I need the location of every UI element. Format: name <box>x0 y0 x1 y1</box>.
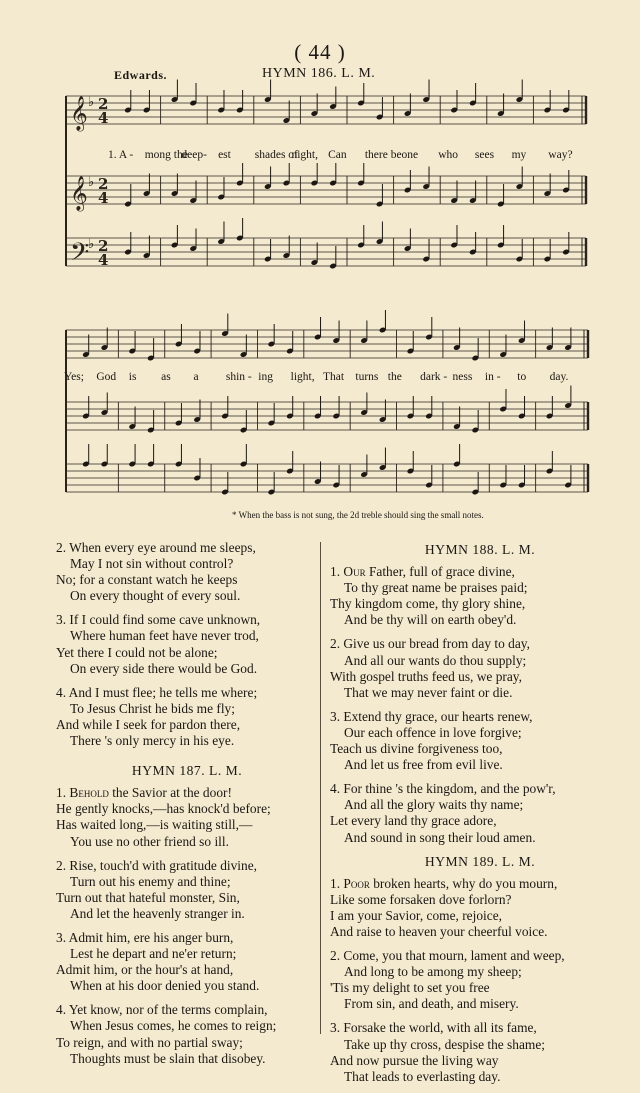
drop-word: Behold <box>69 785 109 801</box>
svg-text:4: 4 <box>98 251 109 269</box>
lyric-syllable: the <box>387 371 402 383</box>
lyric-syllable: one <box>401 149 419 161</box>
hymn-189-title: HYMN 189. L. M. <box>424 853 536 869</box>
verse-line: There 's only mercy in his eye. <box>70 733 235 749</box>
verse-line: Take up thy cross, despise the shame; <box>344 1036 545 1052</box>
verse-line: That we may never faint or die. <box>344 684 513 700</box>
verse-line: On every side there would be God. <box>70 660 258 676</box>
verse-line: Lest he depart and ne'er return; <box>70 946 237 962</box>
hymn-188-stanza-2 <box>330 636 630 700</box>
lyric-syllable: shin - <box>225 371 252 383</box>
lyric-syllable: day. <box>549 371 569 383</box>
lyric-syllable: turns <box>355 371 379 383</box>
hymn-187-stanza-2 <box>56 858 318 922</box>
verse-line: When at his door denied you stand. <box>70 978 260 994</box>
verse-line: 'Tis my delight to set you free <box>330 980 490 996</box>
hymn-188-title: HYMN 188. L. M. <box>424 542 536 557</box>
verse-line: Thoughts must be slain that disobey. <box>70 1050 266 1066</box>
svg-text:𝄢: 𝄢 <box>70 238 90 273</box>
hymn-187-stanza-1: 1. Behold the Savior at the door! He gently knocks,—has knock'd before; Has waited long,—is waiting still,— You use no other friend so ill. <box>56 785 271 849</box>
hymn-187-stanza-3 <box>56 930 318 994</box>
lyric-syllable: ness <box>452 371 473 383</box>
verse-line: That leads to everlasting day. <box>344 1068 501 1084</box>
hymn-188-stanza-3 <box>330 709 630 773</box>
verse-line: 2. Rise, touch'd with gratitude divine, <box>56 857 258 873</box>
lyric-syllable: light, <box>290 371 315 383</box>
hymn-186-stanza-4 <box>56 685 318 749</box>
svg-text:𝄞: 𝄞 <box>70 96 88 131</box>
lyric-syllable: shades of <box>254 149 298 161</box>
lyric-syllable: est <box>218 149 231 161</box>
hymn-189-stanza-3 <box>330 1020 630 1084</box>
lyric-syllable: God <box>96 371 117 383</box>
verse-line: Yet there I could not be alone; <box>56 644 218 660</box>
hymn-186-stanza-2 <box>56 540 318 604</box>
lyric-syllable: mong the <box>144 149 188 161</box>
hymn-188-stanzas <box>330 636 630 845</box>
svg-text:♭: ♭ <box>88 175 95 190</box>
column-divider <box>320 542 321 1034</box>
svg-text:𝄞: 𝄞 <box>70 176 88 211</box>
lyric-syllable: in - <box>484 371 501 383</box>
lyric-syllable: is <box>128 371 137 383</box>
verse-line: 4. Yet know, nor of the terms complain, <box>56 1002 268 1018</box>
verse-line: And while I seek for pardon there, <box>56 716 241 732</box>
hymn-187-stanzas <box>56 858 318 1067</box>
verse-line: And all our wants do thou supply; <box>344 652 527 668</box>
verse-line: And now pursue the living way <box>330 1052 499 1068</box>
verse-line: Let every land thy grace adore, <box>330 813 497 829</box>
verse-line: 3. Forsake the world, with all its fame, <box>330 1020 537 1036</box>
lyric-syllable: ing <box>258 371 273 383</box>
verse-line: 4. And I must flee; he tells me where; <box>56 684 258 700</box>
lyric-syllable: way? <box>548 149 573 161</box>
svg-text:2: 2 <box>98 175 109 193</box>
footnote: * When the bass is not sung, the 2d treble should sing the small notes. <box>232 510 484 520</box>
hymn-189-stanza-1: 1. Poor broken hearts, why do you mourn, Like some forsaken dove forlorn? I am your Savior, come, rejoice, And raise to heaven your cheerful voice. <box>330 875 558 939</box>
verse-line: And let us free from evil live. <box>344 757 503 773</box>
left-column <box>56 540 318 1075</box>
verse-line: When Jesus comes, he comes to reign; <box>70 1018 277 1034</box>
verse-line: 3. Admit him, ere his anger burn, <box>56 929 234 945</box>
lyric-syllable: Can <box>328 149 347 161</box>
svg-text:♭: ♭ <box>88 237 95 252</box>
lyric-syllable: who <box>438 149 459 161</box>
lyric-syllable: dark - <box>420 371 448 383</box>
verse-line: On every thought of every soul. <box>70 588 241 604</box>
lyric-syllable: there be <box>364 149 402 161</box>
lyric-syllable: deep- <box>181 149 207 161</box>
svg-text:♭: ♭ <box>88 95 95 110</box>
verse-line: 2. Give us our bread from day to day, <box>330 636 530 652</box>
drop-word: Our <box>343 564 366 580</box>
verse-line: Admit him, or the hour's at hand, <box>56 962 234 978</box>
verse-line: And long to be among my sheep; <box>344 964 522 980</box>
lyric-syllable: Yes; <box>64 371 84 383</box>
verse-line: And sound in song their loud amen. <box>344 829 536 845</box>
hymn-186-title: HYMN 186. L. M. <box>262 66 376 81</box>
verse-line: With gospel truths feed us, we pray, <box>330 668 522 684</box>
lyric-syllable: to <box>517 371 527 383</box>
svg-text:2: 2 <box>98 237 109 255</box>
verse-line: Where human feet have never trod, <box>70 628 259 644</box>
page-number: ( 44 ) <box>294 40 346 64</box>
verse-line: 3. Extend thy grace, our hearts renew, <box>330 708 533 724</box>
verse-line: No; for a constant watch he keeps <box>56 572 238 588</box>
verse-line: 4. For thine 's the kingdom, and the pow'r, <box>330 781 556 797</box>
verse-line: 2. Come, you that mourn, lament and weep, <box>330 948 565 964</box>
verse-line: To Jesus Christ he bids me fly; <box>70 700 235 716</box>
lyric-syllable: my <box>511 149 527 161</box>
lyric-syllable: a <box>193 371 199 383</box>
verse-line: 3. If I could find some cave unknown, <box>56 612 261 628</box>
right-column <box>330 540 630 1093</box>
hymn-189-stanzas <box>330 948 630 1085</box>
hymn-186-stanzas <box>56 540 318 749</box>
hymn-189-stanza-2 <box>330 948 630 1012</box>
lyric-syllable: as <box>161 371 171 383</box>
tune-name: Edwards. <box>114 68 168 82</box>
verse-line: May I not sin without control? <box>70 556 234 572</box>
hymn-188-stanza-1: 1. Our Father, full of grace divine, To thy great name be praises paid; Thy kingdom come, thy glory shine, And be thy will on earth obey'd. <box>330 564 528 628</box>
verse-line: Turn out his enemy and thine; <box>70 873 231 889</box>
verse-line: Teach us divine forgiveness too, <box>330 741 503 757</box>
lyric-syllable: 1. A - <box>108 149 134 161</box>
music-score <box>0 0 640 520</box>
svg-text:2: 2 <box>98 95 109 113</box>
svg-text:4: 4 <box>98 109 109 127</box>
verse-line: And let the heavenly stranger in. <box>70 905 245 921</box>
lyric-syllable: sees <box>474 149 495 161</box>
drop-word: Poor <box>343 875 370 891</box>
verse-line: Turn out that hateful monster, Sin, <box>56 889 240 905</box>
hymn-187-title: HYMN 187. L. M. <box>131 763 243 779</box>
verse-line: Our each offence in love forgive; <box>344 724 522 740</box>
hymn-188-stanza-4 <box>330 781 630 845</box>
hymn-186-stanza-3 <box>56 612 318 676</box>
hymn-187-stanza-4 <box>56 1002 318 1066</box>
verse-line: And all the glory waits thy name; <box>344 797 524 813</box>
lyric-syllable: night, <box>291 149 318 161</box>
svg-text:4: 4 <box>98 189 109 207</box>
verse-line: From sin, and death, and misery. <box>344 996 519 1012</box>
verse-line: To reign, and with no partial sway; <box>56 1034 243 1050</box>
verse-line: 2. When every eye around me sleeps, <box>56 540 256 555</box>
lyric-syllable: That <box>323 371 345 383</box>
